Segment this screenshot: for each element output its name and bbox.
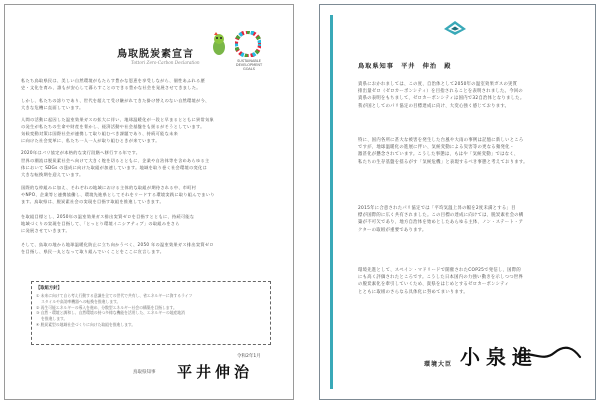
tottori-declaration-document — [4, 4, 294, 400]
action-policy-title: 【取組方針】 — [36, 286, 62, 291]
action-item: ④ 脱炭素型の地域社会づくりに向けた取組を推進します。 — [36, 321, 136, 327]
declaration-paragraph: 人間の活動に起因した温室効果ガスの拡大に伴い、地球温暖化が一段と早まるとともに異常気象 の発生が私たちの生命や財産を脅かし、経済活動や社会基盤をも揺るがそうとしています。 気候変動対策は国際社会が連携して取り組むべき課題であり、持続可能な未来 に向けた社会変革に、私たち一人一人が取り組むときが来ています。 — [21, 117, 214, 144]
letter-paragraph: 環境先進として、スペイン・マドリードで開催されたCOP25で発信し、国際的 にも高く評価されたところです。こうした日本国内の力強い動きを示しつつ世界 の脱炭素化を牽引していくため、貴県をはじめとするゼロカーボンシティ とともに取組のさらなる具体化に努めてまいります。 — [358, 268, 524, 295]
signature-flourish-icon — [516, 345, 582, 365]
declaration-paragraph: 私たち鳥取県民は、美しい自然環境がもたらす豊かな恩恵を享受しながら、個性あふれる歴 史・文化を育み、誰もが安心して暮らすことのできる豊かな社会を発展させてきました。 — [21, 78, 205, 91]
declaration-paragraph: そして、鳥取の地から地球温暖化防止に立ち向かうべく、2050 年の温室効果ガス排出実質ゼロ を目指し、県民一丸となって取り組んでいくことをここに宣言します。 — [21, 242, 214, 255]
action-item: ③ 自然・環境と調和し、自然環境の持つ多様な機能を活用した、エネルギーの地産地消 を推進します。 — [36, 310, 185, 322]
declaration-title: 鳥取脱炭素宣言 — [117, 49, 194, 60]
declaration-date: 令和2年1月 — [237, 354, 261, 359]
letter-paragraph: 2015年に合意されたパリ協定では「平均気温上昇の幅を2度未満とする」目 標が国際的に広く共有されました。この目標の達成に向けては、脱炭素社会の構 築が不可欠であり、地方自治体を始めとしたあらゆる主体、ノン・ステート・ア クターの取組が重要であります。 — [358, 206, 524, 233]
action-policy-box — [31, 281, 271, 345]
letter-paragraph: 貴県におかれましては、この度、自治体として2050年の温室効果ガスの実質 排出量ゼロ（ゼロカーボンシティ）を目指されることを表明されました。今回の 貴県の表明をもちまして、ゼロカーボンシティは国内で32自治体となりました。 我が国としてのパリ協定の目標達成に向け、大変心強く感じております。 — [358, 82, 525, 109]
action-item: ① 未来に向けて自ら考え行動する意識を全ての世代で共有し、省エネルギーに資するライフ スタイルや高効率機器への転換を推進します。 — [36, 293, 193, 304]
minister-letter-document — [319, 4, 596, 400]
letter-signer-role: 環境大臣 — [424, 361, 453, 368]
action-item: ② 再生可能エネルギーの導入を進め、分散型エネルギー社会の構築を目指します。 — [36, 304, 177, 310]
declaration-paragraph: 世界の潮流は脱炭素社会へ向けて大きく舵を切るとともに、企業や自治体等を含めあらゆる主 体において SDGs の達成に向けた取組が加速しています。地域を取り巻く社会環境の変化は 大きな転換期を迎えています。 — [21, 158, 210, 178]
declaration-paragraph: しかし、私たちの誇りであり、世代を超えて受け継がれてきた掛け替えのない自然環境が今、 大きな危機に直面しています。 — [21, 98, 210, 111]
letter-signer-name: 小泉進 — [460, 345, 538, 369]
declaration-paragraph: 2020年はパリ協定が本格的な実行段階へ移行する年です。 — [21, 150, 141, 155]
signer-name: 平井伸治 — [177, 363, 254, 381]
declaration-paragraph: を取組目標とし、2050年の温室効果ガス排出実質ゼロを目指すとともに、持続可能な 地域づくりの実現を目指して、「とっとり環境イニシアティブ」の取組みをさら に発展させていきます。 — [21, 214, 195, 234]
mascot-logo-icon — [211, 31, 227, 57]
letter-paragraph: 特に、国内各所に甚大な被害を発生した台風や大雨の事例は記憶に新しいところ ですが、地球温暖化の進展に伴い、気候変動による災害等の更なる頻発化・ 激甚化が懸念されています。こうした事態は、もはや「気候変動」ではなく、 私たちの生存基盤を揺るがす「気候危機」と表現するべき事態と考えております。 — [358, 138, 528, 165]
signer-role: 鳥取県知事 — [133, 370, 156, 375]
ministry-emblem-icon — [442, 19, 468, 37]
letter-address: 鳥取県知事 平井 伸治 殿 — [358, 63, 452, 70]
letter-frame — [330, 15, 588, 389]
sdg-label: SUSTAINABLE DEVELOPMENT GOALS — [235, 59, 263, 71]
declaration-paragraph: 国際的な枠組みに加え、それぞれの地域における主体的な取組が期待される中、市町村 やNPO、企業等と連携協働し、環境先進県としてそれをリードする環境実践に取り組んでまいり ます。鳥取県は、脱炭素社会の実現を目指す取組を推進していきます。 — [21, 185, 215, 205]
declaration-subtitle: Tottori Zero-Carbon Declaration — [131, 60, 200, 65]
action-policy-list — [36, 293, 192, 328]
sdg-wheel-icon — [235, 31, 261, 57]
